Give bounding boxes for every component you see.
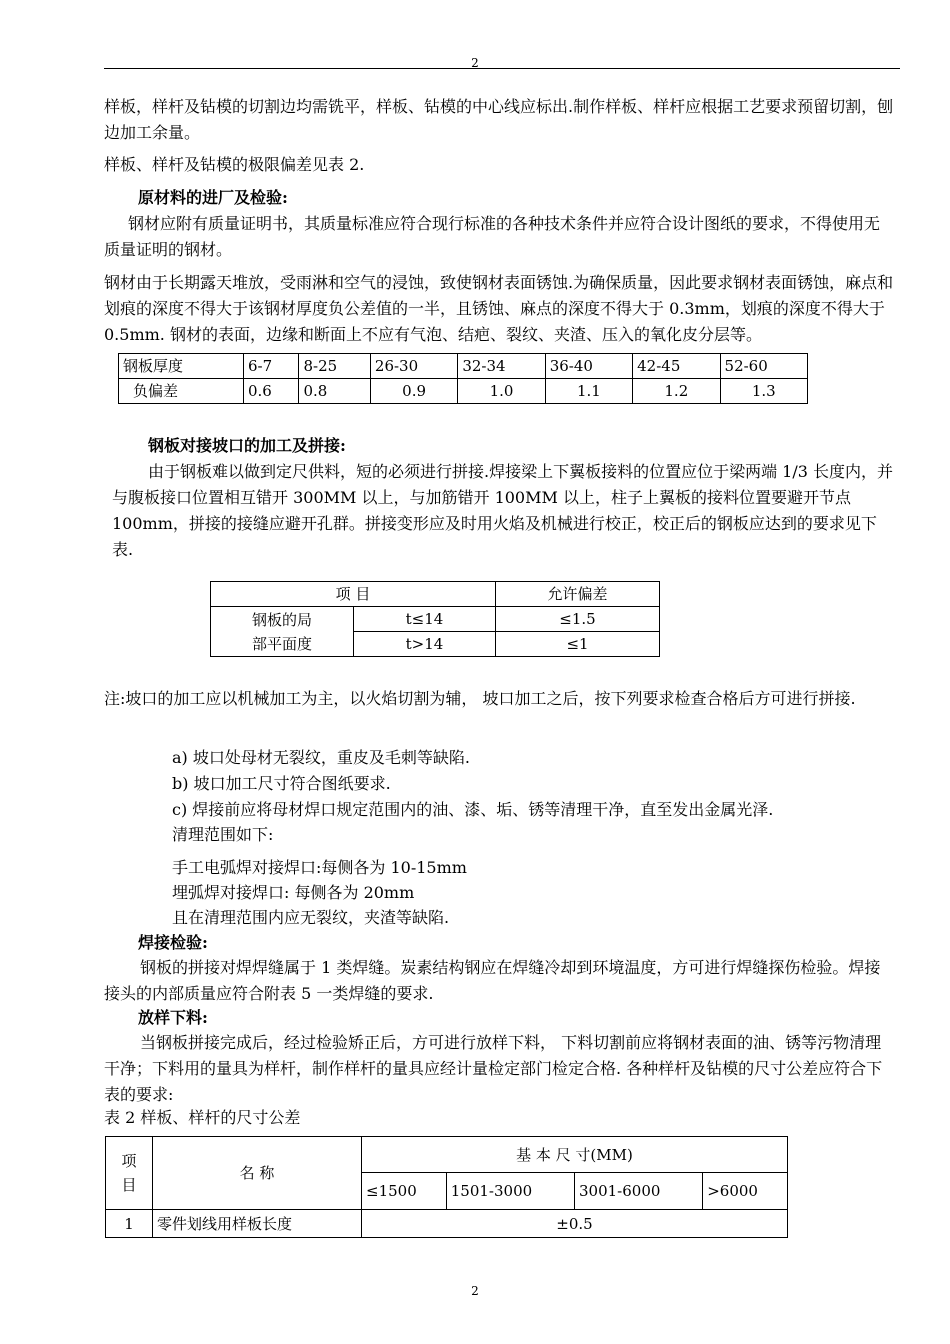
table-header-cell: ≤1500 (362, 1173, 447, 1210)
clean-range-label: 清理范围如下: (172, 825, 274, 844)
manual-weld-range: 手工电弧焊对接焊口:每侧各为 10-15mm (172, 858, 467, 877)
table-cell: 6-7 (244, 354, 299, 379)
flatness-tolerance-table (210, 581, 660, 657)
table-cell: 1.0 (458, 379, 545, 404)
thickness-tolerance-table (118, 353, 808, 404)
table2-caption: 表 2 样板、样杆的尺寸公差 (104, 1108, 301, 1127)
paragraph-layout-cutting: 当钢板拼接完成后，经过检验矫正后，方可进行放样下料， 下料切割前应将钢材表面的油、锈等污物清理干净；下料用的量具为样杆，制作样杆的量具应经计量检定部门检定合格. 各种样杆及钻模的尺寸公差应符合下表的要求: (104, 1033, 883, 1104)
table-row (211, 607, 660, 632)
paragraph-deviation-ref: 样板、样杆及钻模的极限偏差见表 2. (104, 155, 365, 174)
table-cell: 26-30 (370, 354, 457, 379)
table-header-cell (106, 1137, 153, 1210)
header-rule (104, 68, 900, 69)
template-size-tolerance-table (105, 1136, 788, 1238)
table-cell: 0.9 (370, 379, 457, 404)
table-row (106, 1210, 788, 1238)
paragraph-splicing: 由于钢板难以做到定尺供料，短的必须进行拼接.焊接梁上下翼板接料的位置应位于梁两端 1/3 长度内，并与腹板接口位置相互错开 300MM 以上，与加筋错开 100MM 以上，柱子上翼板的接料位置要避开节点 100mm，拼接的接缝应避开孔群。拼接变形应及时用火焰及机械进行校正，校正后的钢板应达到的要求见下表. (112, 462, 894, 559)
table-header-cell: 基 本 尺 寸(MM) (362, 1137, 788, 1173)
paragraph-weld-inspection: 钢板的拼接对焊焊缝属于 1 类焊缝。炭素结构钢应在焊缝冷却到环境温度，方可进行焊缝探伤检验。焊接接头的内部质量应符合附表 5 一类焊缝的要求. (104, 958, 881, 1003)
page-number-top: 2 (471, 56, 479, 70)
table-cell: 42-45 (633, 354, 720, 379)
heading-layout-cutting: 放样下料: (138, 1008, 208, 1027)
table-row (119, 379, 808, 404)
table-cell: 1.3 (720, 379, 807, 404)
table-header-cell: 允许偏差 (496, 582, 660, 607)
paragraph-corrosion: 钢材由于长期露天堆放，受雨淋和空气的浸蚀，致使钢材表面锈蚀.为确保质量，因此要求钢材表面锈蚀，麻点和划痕的深度不得大于该钢材厚度负公差值的一半，且锈蚀、麻点的深度不得大于 0.3mm，划痕的深度不得大于 0.5mm. 钢材的表面，边缘和断面上不应有气泡、结疤、裂纹、夹渣、压入的氧化皮分层等。 (104, 273, 894, 344)
table-header-cell: 3001-6000 (574, 1173, 702, 1210)
table-cell-label (211, 607, 354, 657)
list-item: b) 坡口加工尺寸符合图纸要求. (172, 774, 391, 793)
table-row (119, 354, 808, 379)
header-item-char: 项 (121, 1152, 137, 1170)
table-header-cell: 项 目 (211, 582, 496, 607)
table-cell: 1.2 (633, 379, 720, 404)
table-cell: 0.8 (299, 379, 370, 404)
note-groove-processing: 注:坡口的加工应以机械加工为主，以火焰切割为辅， 坡口加工之后，按下列要求检查合格后方可进行拼接. (104, 689, 856, 708)
table-cell: ≤1.5 (496, 607, 660, 632)
table-header-cell: 1501-3000 (446, 1173, 574, 1210)
table-cell: 1 (106, 1210, 153, 1238)
table-header-cell: >6000 (703, 1173, 788, 1210)
table-cell: 零件划线用样板长度 (153, 1210, 362, 1238)
table-cell: 8-25 (299, 354, 370, 379)
list-item: c) 焊接前应将母材焊口规定范围内的油、漆、垢、锈等清理干净，直至发出金属光泽. (172, 800, 774, 819)
table-row (106, 1137, 788, 1173)
table-cell: 钢板厚度 (119, 354, 244, 379)
table-header-cell: 名 称 (153, 1137, 362, 1210)
heading-joint-processing: 钢板对接坡口的加工及拼接: (148, 436, 346, 455)
table-cell: t>14 (354, 632, 496, 657)
table-cell: ≤1 (496, 632, 660, 657)
table-cell: 负偏差 (119, 379, 244, 404)
heading-raw-material: 原材料的进厂及检验: (138, 188, 288, 207)
page-number-bottom: 2 (471, 1284, 479, 1298)
heading-weld-inspection: 焊接检验: (138, 933, 208, 952)
table-cell: ±0.5 (362, 1210, 788, 1238)
table-cell: 36-40 (545, 354, 632, 379)
table-cell: 0.6 (244, 379, 299, 404)
submerged-weld-range: 埋弧焊对接焊口: 每侧各为 20mm (172, 883, 415, 902)
label-line: 部平面度 (251, 634, 312, 653)
paragraph-quality-cert: 钢材应附有质量证明书，其质量标准应符合现行标准的各种技术条件并应符合设计图纸的要求，不得使用无质量证明的钢材。 (104, 214, 881, 259)
label-line: 钢板的局 (251, 610, 312, 629)
table-cell: 52-60 (720, 354, 807, 379)
table-row (211, 582, 660, 607)
table-cell: 1.1 (545, 379, 632, 404)
header-item-char: 目 (121, 1176, 137, 1194)
list-item: a) 坡口处母材无裂纹，重皮及毛刺等缺陷. (172, 748, 470, 767)
no-crack-requirement: 且在清理范围内应无裂纹，夹渣等缺陷. (172, 908, 450, 927)
table-cell: t≤14 (354, 607, 496, 632)
paragraph-template-cutting: 样板，样杆及钻模的切割边均需铣平，样板、钻模的中心线应标出.制作样板、样杆应根据工艺要求预留切割，刨边加工余量。 (104, 97, 894, 142)
table-cell: 32-34 (458, 354, 545, 379)
